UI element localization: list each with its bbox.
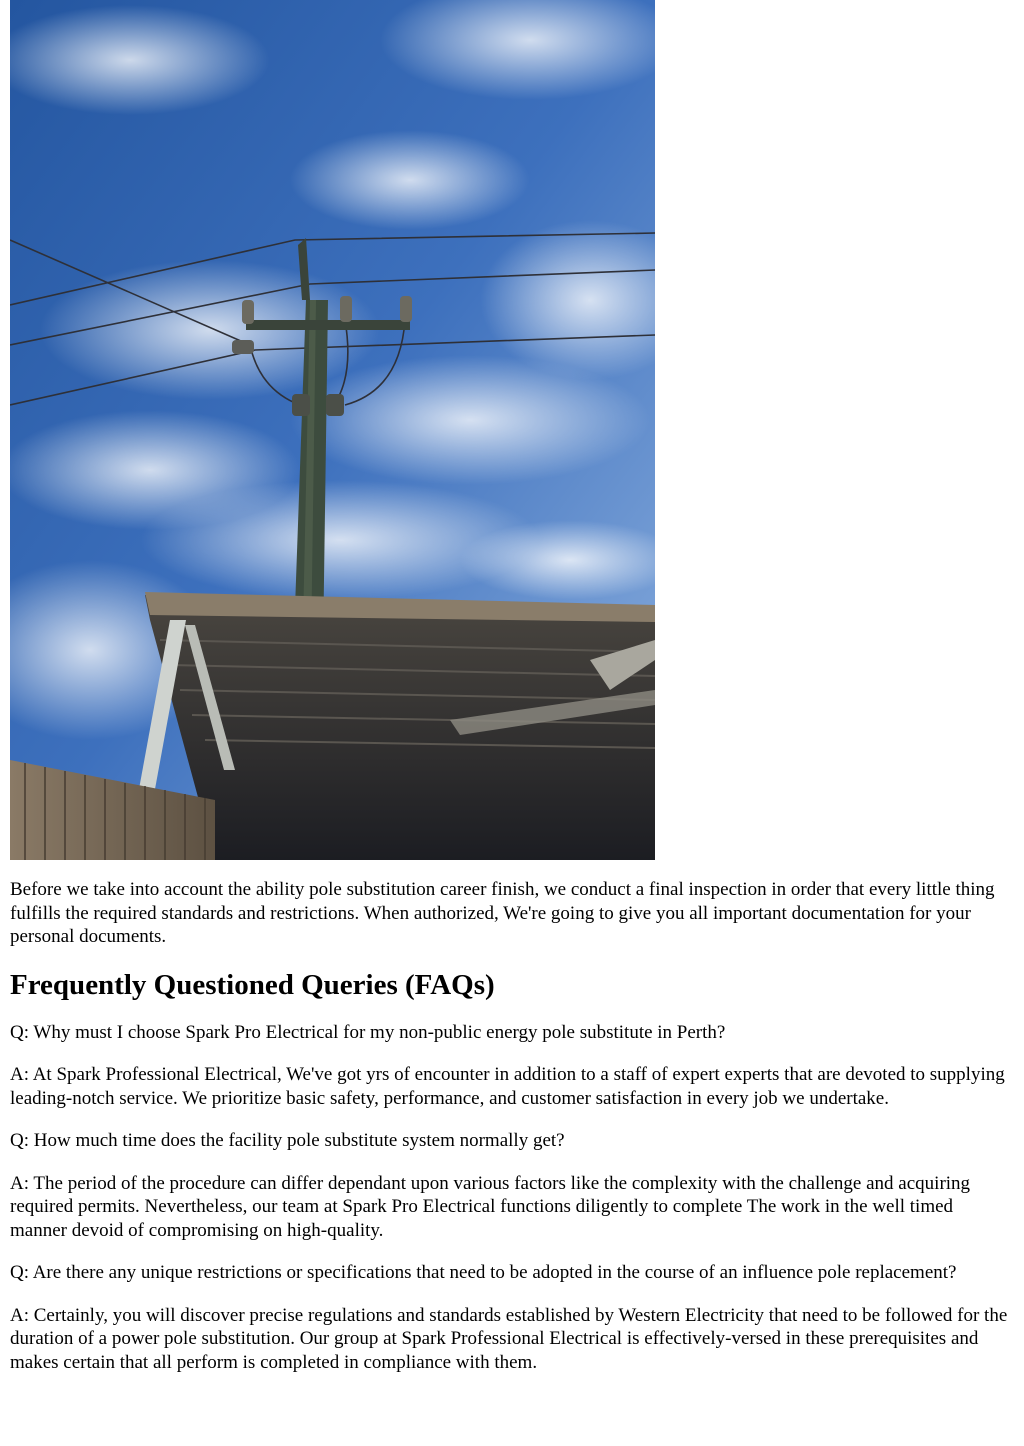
power-pole-photo xyxy=(10,0,655,860)
faq-question: Q: Why must I choose Spark Pro Electrical for my non-public energy pole substitute in Perth? xyxy=(10,1021,726,1043)
article-body xyxy=(10,878,1014,1393)
power-pole-illustration xyxy=(10,0,655,860)
faq-heading: Frequently Questioned Queries (FAQs) xyxy=(10,968,495,1001)
faq-answer: A: The period of the procedure can differ dependant upon various factors like the complexity with the challenge and acquiring required permits. Nevertheless, our team at Spark Pro Electrical functions diligently to complete The work in the well timed manner devoid of compromising on high-quality. xyxy=(10,1172,971,1241)
faq-answer: A: At Spark Professional Electrical, We've got yrs of encounter in addition to a staff of expert experts that are devoted to supplying leading-notch service. We prioritize basic safety, performance, and customer satisfaction in every job we undertake. xyxy=(10,1064,1005,1109)
faq-answer: A: Certainly, you will discover precise regulations and standards established by Western Electricity that need to be followed for the duration of a power pole substitution. Our group at Spark Professional Electrical is effectively-versed in these prerequisites and makes certain that all perform is completed in compliance with them. xyxy=(10,1304,1008,1373)
faq-question: Q: Are there any unique restrictions or specifications that need to be adopted in the course of an influence pole replacement? xyxy=(10,1262,957,1283)
faq-question: Q: How much time does the facility pole substitute system normally get? xyxy=(10,1130,565,1151)
intro-paragraph: Before we take into account the ability pole substitution career finish, we conduct a final inspection in order that every little thing fulfills the required standards and restrictions. When authorized, We're going to give you all important documentation for your personal documents. xyxy=(10,879,995,947)
